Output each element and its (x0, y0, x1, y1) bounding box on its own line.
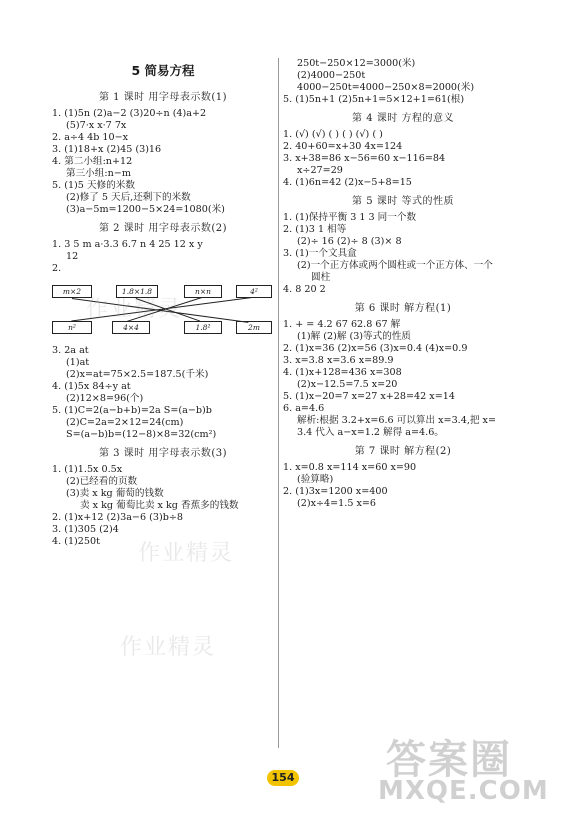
diagram-box-top: 4² (236, 285, 272, 298)
answer-line: (2)x−12.5=7.5 x=20 (297, 379, 398, 390)
carryover-answers (283, 58, 523, 106)
answer-line: (1)解 (2)解 (3)等式的性质 (297, 331, 412, 342)
lesson-6-answers (283, 319, 523, 439)
lesson-2-more-answers (52, 345, 274, 441)
diagram-box-top: n×n (184, 285, 222, 298)
lesson-1-answers (52, 108, 274, 216)
lesson-heading: 第 4 课时 方程的意义 (352, 113, 454, 124)
answer-line: 4. (1)250t (52, 536, 100, 547)
answer-line: 2. (1)x+12 (2)3a−6 (3)b÷8 (52, 512, 183, 523)
answer-line: 3. x+38=86 x−56=60 x−116=84 (283, 153, 446, 164)
answer-line: 1. (1)1.5x 0.5x (52, 464, 123, 475)
answer-line: (验算略) (297, 474, 334, 485)
chapter-title: 5 简易方程 (131, 63, 195, 78)
right-column (283, 58, 523, 510)
answer-line: 3. (1)18+x (2)45 (3)16 (52, 144, 162, 155)
answer-line: 4. (1)x+128=436 x=308 (283, 367, 402, 378)
answer-line: 5. (1)5n+1 (2)5n+1=5×12+1=61(根) (283, 94, 465, 105)
answer-line: 圆柱 (311, 272, 331, 283)
answer-line: 2. (1)x=36 (2)x=56 (3)x=0.4 (4)x=0.9 (283, 343, 468, 354)
answer-line: (2)修了 5 天后,还剩下的米数 (66, 192, 191, 203)
site-logo (378, 728, 558, 810)
lesson-heading: 第 3 课时 用字母表示数(3) (98, 448, 228, 459)
answer-line: 3. x=3.8 x=3.6 x=89.9 (283, 355, 394, 366)
diagram-box-bottom: 4×4 (112, 321, 150, 334)
logo-chinese-text: 答案圈 (386, 737, 512, 783)
lesson-2-answers (52, 239, 274, 275)
answer-line: 5. (1)5 天修的米数 (52, 180, 135, 191)
answer-line: 6. a=4.6 (283, 403, 325, 414)
answer-line: S=(a−b)b=(12−8)×8=32(cm²) (66, 429, 217, 440)
answer-line: 1. (1)5n (2)a−2 (3)20÷n (4)a+2 (52, 108, 207, 119)
answer-line: 1. (√) (√) ( ) ( ) (√) ( ) (283, 129, 383, 140)
diagram-box-bottom: 2m (236, 321, 272, 334)
watermark-text: 作业精灵 (86, 297, 183, 322)
answer-line: 3. (1)一个文具盒 (283, 248, 357, 259)
answer-line: (1)at (66, 357, 90, 368)
answer-line: 3.4 代入 a−x=1.2 解得 a=4.6。 (297, 427, 444, 438)
diagram-box-bottom: 1.8² (184, 321, 222, 334)
answer-line: 解析:根据 3.2+x=6.6 可以算出 x=3.4,把 x= (297, 415, 496, 426)
answer-line: 4. 8 20 2 (283, 284, 326, 295)
answer-line: 卖 x kg 葡萄比卖 x kg 香蕉多的钱数 (80, 500, 239, 511)
answer-line: (2)4000−250t (297, 70, 366, 81)
lesson-7-answers (283, 462, 523, 510)
answer-line: 1. 3 5 m a·3.3 6.7 n 4 25 12 x y (52, 239, 203, 250)
answer-line: (5)7·x x·7 7x (66, 120, 127, 131)
lesson-5-answers (283, 212, 523, 296)
answer-line: 2. (52, 263, 62, 274)
answer-line: (2)C=2a=2×12=24(cm) (66, 417, 184, 428)
answer-line: 3. (1)305 (2)4 (52, 524, 119, 535)
answer-line: x÷27=29 (297, 165, 343, 176)
answer-line: 250t−250×12=3000(米) (297, 58, 416, 69)
answer-line: (2)已经看的页数 (66, 476, 138, 487)
answer-line: (2)÷ 16 (2)÷ 8 (3)× 8 (297, 236, 402, 247)
diagram-box-top: m×2 (52, 285, 92, 298)
answer-line: (3)卖 x kg 葡萄的钱数 (66, 488, 164, 499)
lesson-heading: 第 2 课时 用字母表示数(2) (98, 223, 228, 234)
answer-line: 4. 第二小组:n+12 (52, 156, 133, 167)
answer-line: 1. + = 4.2 67 62.8 67 解 (283, 319, 401, 330)
answer-line: 5. (1)x−20=7 x=27 x+28=42 x=14 (283, 391, 455, 402)
answer-line: 2. (1)3 1 相等 (283, 224, 347, 235)
answer-line: 3. 2a at (52, 345, 89, 356)
lesson-heading: 第 7 课时 解方程(2) (354, 446, 452, 457)
answer-line: 4000−250t=4000−250×8=2000(米) (297, 82, 475, 93)
answer-line: (2)x÷4=1.5 x=6 (297, 498, 377, 509)
answer-line: (3)a−5m=1200−5×24=1080(米) (66, 204, 225, 215)
answer-line: 12 (66, 251, 79, 262)
column-divider (278, 58, 279, 748)
lesson-heading: 第 6 课时 解方程(1) (354, 303, 452, 314)
logo-english-text: MXQE.COM (378, 776, 549, 806)
answer-line: 2. a÷4 4b 10−x (52, 132, 129, 143)
answer-line: 5. (1)C=2(a−b+b)=2a S=(a−b)b (52, 405, 212, 416)
watermark-text: 作业精灵 (120, 635, 217, 660)
lesson-heading: 第 5 课时 等式的性质 (352, 196, 454, 207)
answer-line: (2)12×8=96(个) (66, 393, 144, 404)
answer-line: 2. 40+60=x+30 4x=124 (283, 141, 403, 152)
page-number: 154 (267, 770, 299, 786)
answer-line: 4. (1)6n=42 (2)x−5+8=15 (283, 177, 412, 188)
watermark-text: 作业精灵 (138, 541, 235, 566)
lesson-4-answers (283, 129, 523, 189)
answer-line: 第三小组:n−m (66, 168, 131, 179)
diagram-box-top: 1.8×1.8 (116, 285, 158, 298)
answer-line: 1. (1)保持平衡 3 1 3 同一个数 (283, 212, 417, 223)
answer-line: 1. x=0.8 x=114 x=60 x=90 (283, 462, 417, 473)
answer-line: (2)一个正方体或两个圆柱或一个正方体、一个 (297, 260, 493, 271)
lesson-heading: 第 1 课时 用字母表示数(1) (98, 92, 228, 103)
diagram-box-bottom: n² (52, 321, 92, 334)
answer-line: 2. (1)3x=1200 x=400 (283, 486, 388, 497)
answer-line: 4. (1)5x 84÷y at (52, 381, 131, 392)
answer-line: (2)x=at=75×2.5=187.5(千米) (66, 369, 209, 380)
